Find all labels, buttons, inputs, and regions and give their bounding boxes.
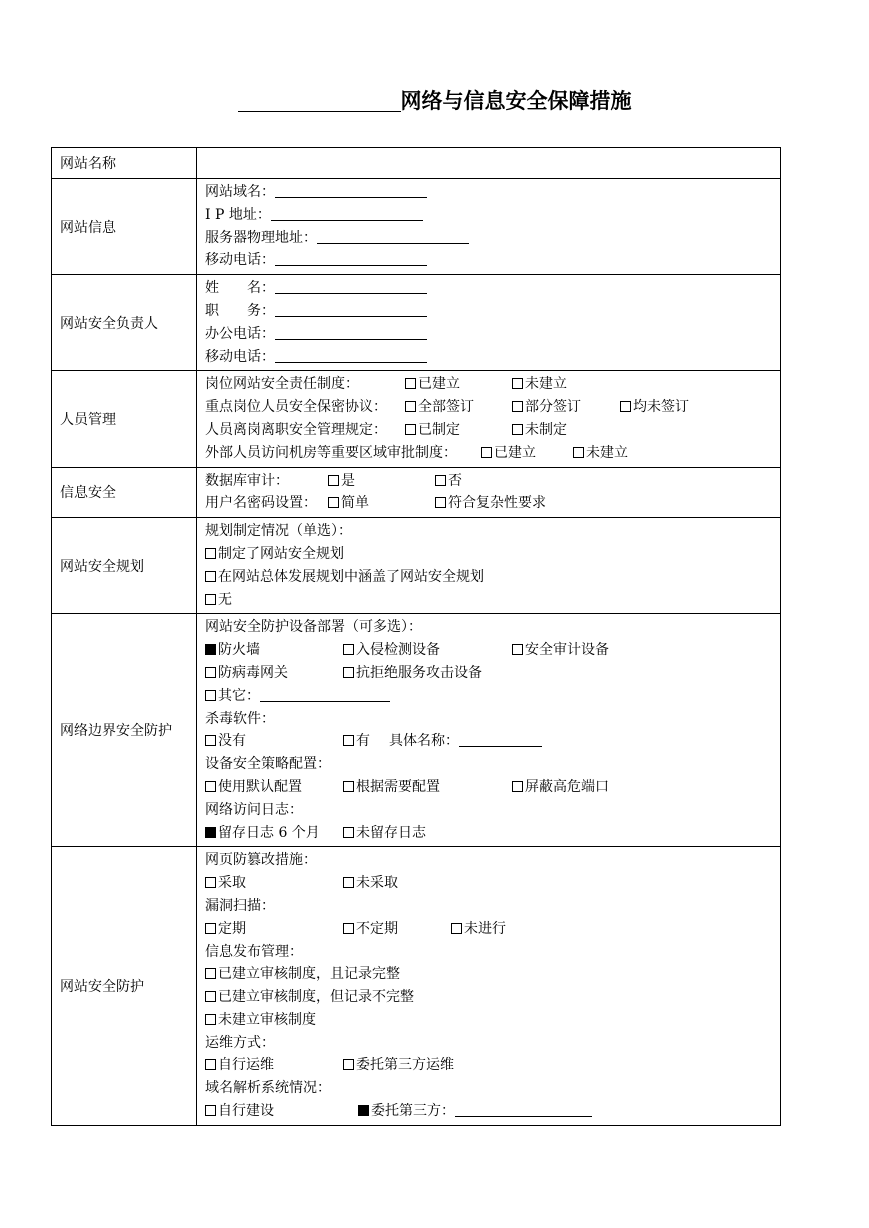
personnel-q2: 重点岗位人员安全保密协议： xyxy=(205,399,387,416)
infosec-q2: 用户名密码设置： xyxy=(205,495,317,512)
checkbox-checked-icon xyxy=(205,644,216,655)
opt-checkbox[interactable]: 有 xyxy=(343,730,370,753)
protect-h3: 信息发布管理： xyxy=(205,943,303,960)
opt-checkbox[interactable]: 无 xyxy=(205,589,780,612)
domain-label: 网站域名： xyxy=(205,184,275,200)
checkbox-icon xyxy=(328,475,339,486)
checkbox-icon xyxy=(435,475,446,486)
opt-checkbox[interactable]: 否 xyxy=(435,470,462,493)
owner-cell xyxy=(197,275,781,371)
site-info-cell xyxy=(197,179,781,275)
checkbox-icon xyxy=(205,594,216,605)
site-protect-cell xyxy=(197,847,781,1126)
checkbox-icon xyxy=(451,923,462,934)
boundary-cell xyxy=(197,614,781,847)
personnel-q4: 外部人员访问机房等重要区域审批制度： xyxy=(205,444,457,461)
opt-checkbox[interactable]: 未建立 xyxy=(512,373,567,396)
label-planning: 网站安全规划 xyxy=(52,518,197,614)
owner-name-label: 姓 名： xyxy=(205,280,275,297)
opt-checkbox[interactable]: 自行建设 xyxy=(205,1100,274,1123)
checkbox-icon xyxy=(512,781,523,792)
protect-h1: 网页防篡改措施： xyxy=(205,852,317,869)
ip-field[interactable] xyxy=(271,205,423,221)
opt-checkbox[interactable]: 未制定 xyxy=(512,419,567,442)
opt-checkbox[interactable]: 均未签订 xyxy=(620,396,689,419)
opt-checkbox[interactable]: 已建立 xyxy=(481,442,536,465)
opt-checkbox[interactable]: 部分签订 xyxy=(512,396,581,419)
checkbox-icon xyxy=(343,781,354,792)
checkbox-icon xyxy=(343,827,354,838)
label-owner: 网站安全负责人 xyxy=(52,275,197,371)
infosec-cell xyxy=(197,467,781,518)
ip-label: I P 地址： xyxy=(205,206,271,223)
opt-checkbox[interactable]: 不定期 xyxy=(343,918,398,941)
opt-checkbox[interactable]: 委托第三方： xyxy=(358,1100,592,1123)
site-name-field[interactable] xyxy=(197,148,781,179)
owner-mobile-label: 移动电话： xyxy=(205,348,275,365)
checkbox-icon xyxy=(405,378,416,389)
checkbox-icon xyxy=(205,548,216,559)
mobile-label: 移动电话： xyxy=(205,252,275,269)
label-site-info: 网站信息 xyxy=(52,179,197,275)
opt-checkbox[interactable]: 屏蔽高危端口 xyxy=(512,776,609,799)
personnel-q1: 岗位网站安全责任制度： xyxy=(205,376,359,393)
checkbox-icon xyxy=(205,968,216,979)
checkbox-icon xyxy=(205,571,216,582)
opt-checkbox[interactable]: 未建立审核制度 xyxy=(205,1009,780,1032)
owner-name-field[interactable] xyxy=(275,278,427,294)
checkbox-icon xyxy=(205,1105,216,1116)
row-boundary xyxy=(52,614,781,847)
opt-checkbox[interactable]: 安全审计设备 xyxy=(512,639,609,662)
security-form-table xyxy=(51,147,781,1126)
server-addr-label: 服务器物理地址： xyxy=(205,229,317,246)
mobile-field[interactable] xyxy=(275,250,427,266)
opt-checkbox[interactable]: 全部签订 xyxy=(405,396,474,419)
checkbox-icon xyxy=(205,877,216,888)
opt-checkbox[interactable]: 在网站总体发展规划中涵盖了网站安全规划 xyxy=(205,566,780,589)
checkbox-icon xyxy=(620,401,631,412)
opt-checkbox[interactable]: 留存日志 6 个月 xyxy=(205,822,320,845)
checkbox-icon xyxy=(512,401,523,412)
label-site-protect: 网站安全防护 xyxy=(52,847,197,1126)
dns-third-party-field[interactable] xyxy=(455,1101,592,1117)
boundary-h1: 网站安全防护设备部署（可多选）： xyxy=(205,619,422,636)
checkbox-icon xyxy=(512,644,523,655)
protect-h5: 域名解析系统情况： xyxy=(205,1080,331,1097)
checkbox-icon xyxy=(205,667,216,678)
opt-checkbox[interactable]: 委托第三方运维 xyxy=(343,1054,454,1077)
opt-checkbox[interactable]: 采取 xyxy=(205,872,246,895)
row-site-info xyxy=(52,179,781,275)
row-personnel xyxy=(52,371,781,467)
opt-checkbox[interactable]: 定期 xyxy=(205,918,246,941)
checkbox-icon xyxy=(512,378,523,389)
opt-checkbox[interactable]: 未进行 xyxy=(451,918,506,941)
opt-checkbox[interactable]: 已建立 xyxy=(405,373,460,396)
av-name-label: 具体名称： xyxy=(389,730,542,753)
org-name-blank[interactable] xyxy=(238,91,401,112)
checkbox-icon xyxy=(205,923,216,934)
personnel-cell xyxy=(197,371,781,467)
boundary-h3: 设备安全策略配置： xyxy=(205,756,331,773)
opt-checkbox[interactable]: 其它： xyxy=(205,688,260,704)
domain-field[interactable] xyxy=(275,182,427,198)
infosec-q1: 数据库审计： xyxy=(205,472,289,489)
boundary-h2: 杀毒软件： xyxy=(205,710,275,727)
planning-cell xyxy=(197,518,781,614)
checkbox-icon xyxy=(343,1059,354,1070)
opt-checkbox[interactable]: 简单 xyxy=(328,492,369,515)
opt-checkbox[interactable]: 没有 xyxy=(205,730,246,753)
owner-office-phone-field[interactable] xyxy=(275,324,427,340)
row-site-protect xyxy=(52,847,781,1126)
checkbox-icon xyxy=(328,497,339,508)
checkbox-checked-icon xyxy=(205,827,216,838)
planning-head: 规划制定情况（单选）： xyxy=(205,523,352,540)
opt-checkbox[interactable]: 未建立 xyxy=(573,442,628,465)
owner-office-phone-label: 办公电话： xyxy=(205,325,275,342)
opt-checkbox[interactable]: 已制定 xyxy=(405,419,460,442)
checkbox-icon xyxy=(435,497,446,508)
checkbox-checked-icon xyxy=(358,1105,369,1116)
checkbox-icon xyxy=(405,401,416,412)
opt-checkbox[interactable]: 制定了网站安全规划 xyxy=(205,543,780,566)
opt-checkbox[interactable]: 自行运维 xyxy=(205,1054,274,1077)
opt-checkbox[interactable]: 已建立审核制度，但记录不完整 xyxy=(205,986,780,1009)
server-addr-field[interactable] xyxy=(317,228,469,244)
opt-checkbox[interactable]: 未留存日志 xyxy=(343,822,426,845)
opt-checkbox[interactable]: 未采取 xyxy=(343,872,398,895)
protect-h4: 运维方式： xyxy=(205,1034,275,1051)
boundary-h4: 网络访问日志： xyxy=(205,801,303,818)
opt-checkbox[interactable]: 根据需要配置 xyxy=(343,776,440,799)
opt-checkbox[interactable]: 防病毒网关 xyxy=(205,662,288,685)
opt-checkbox[interactable]: 抗拒绝服务攻击设备 xyxy=(343,662,482,685)
checkbox-icon xyxy=(405,424,416,435)
label-boundary: 网络边界安全防护 xyxy=(52,614,197,847)
av-name-field[interactable] xyxy=(459,731,542,747)
checkbox-icon xyxy=(343,923,354,934)
opt-checkbox[interactable]: 是 xyxy=(328,470,355,493)
protect-h2: 漏洞扫描： xyxy=(205,897,275,914)
owner-position-label: 职 务： xyxy=(205,302,275,319)
opt-checkbox[interactable]: 入侵检测设备 xyxy=(343,639,440,662)
checkbox-icon xyxy=(205,735,216,746)
checkbox-icon xyxy=(205,690,216,701)
checkbox-icon xyxy=(512,424,523,435)
other-device-field[interactable] xyxy=(260,686,390,702)
checkbox-icon xyxy=(205,1014,216,1025)
label-personnel: 人员管理 xyxy=(52,371,197,467)
row-infosec xyxy=(52,467,781,518)
row-owner xyxy=(52,275,781,371)
opt-checkbox[interactable]: 使用默认配置 xyxy=(205,776,302,799)
checkbox-icon xyxy=(481,447,492,458)
checkbox-icon xyxy=(343,735,354,746)
row-planning xyxy=(52,518,781,614)
owner-position-field[interactable] xyxy=(275,301,427,317)
opt-checkbox[interactable]: 符合复杂性要求 xyxy=(435,492,546,515)
checkbox-icon xyxy=(343,667,354,678)
checkbox-icon xyxy=(343,644,354,655)
checkbox-icon xyxy=(205,1059,216,1070)
page-title xyxy=(0,86,869,116)
title-text: 网络与信息安全保障措施 xyxy=(400,89,632,113)
owner-mobile-field[interactable] xyxy=(275,347,427,363)
checkbox-icon xyxy=(205,781,216,792)
checkbox-icon xyxy=(343,877,354,888)
personnel-q3: 人员离岗离职安全管理规定： xyxy=(205,421,387,438)
checkbox-icon xyxy=(205,991,216,1002)
label-site-name: 网站名称 xyxy=(52,148,197,179)
checkbox-icon xyxy=(573,447,584,458)
row-site-name xyxy=(52,148,781,179)
opt-checkbox[interactable]: 已建立审核制度，且记录完整 xyxy=(205,963,780,986)
label-infosec: 信息安全 xyxy=(52,467,197,518)
opt-checkbox[interactable]: 防火墙 xyxy=(205,639,260,662)
